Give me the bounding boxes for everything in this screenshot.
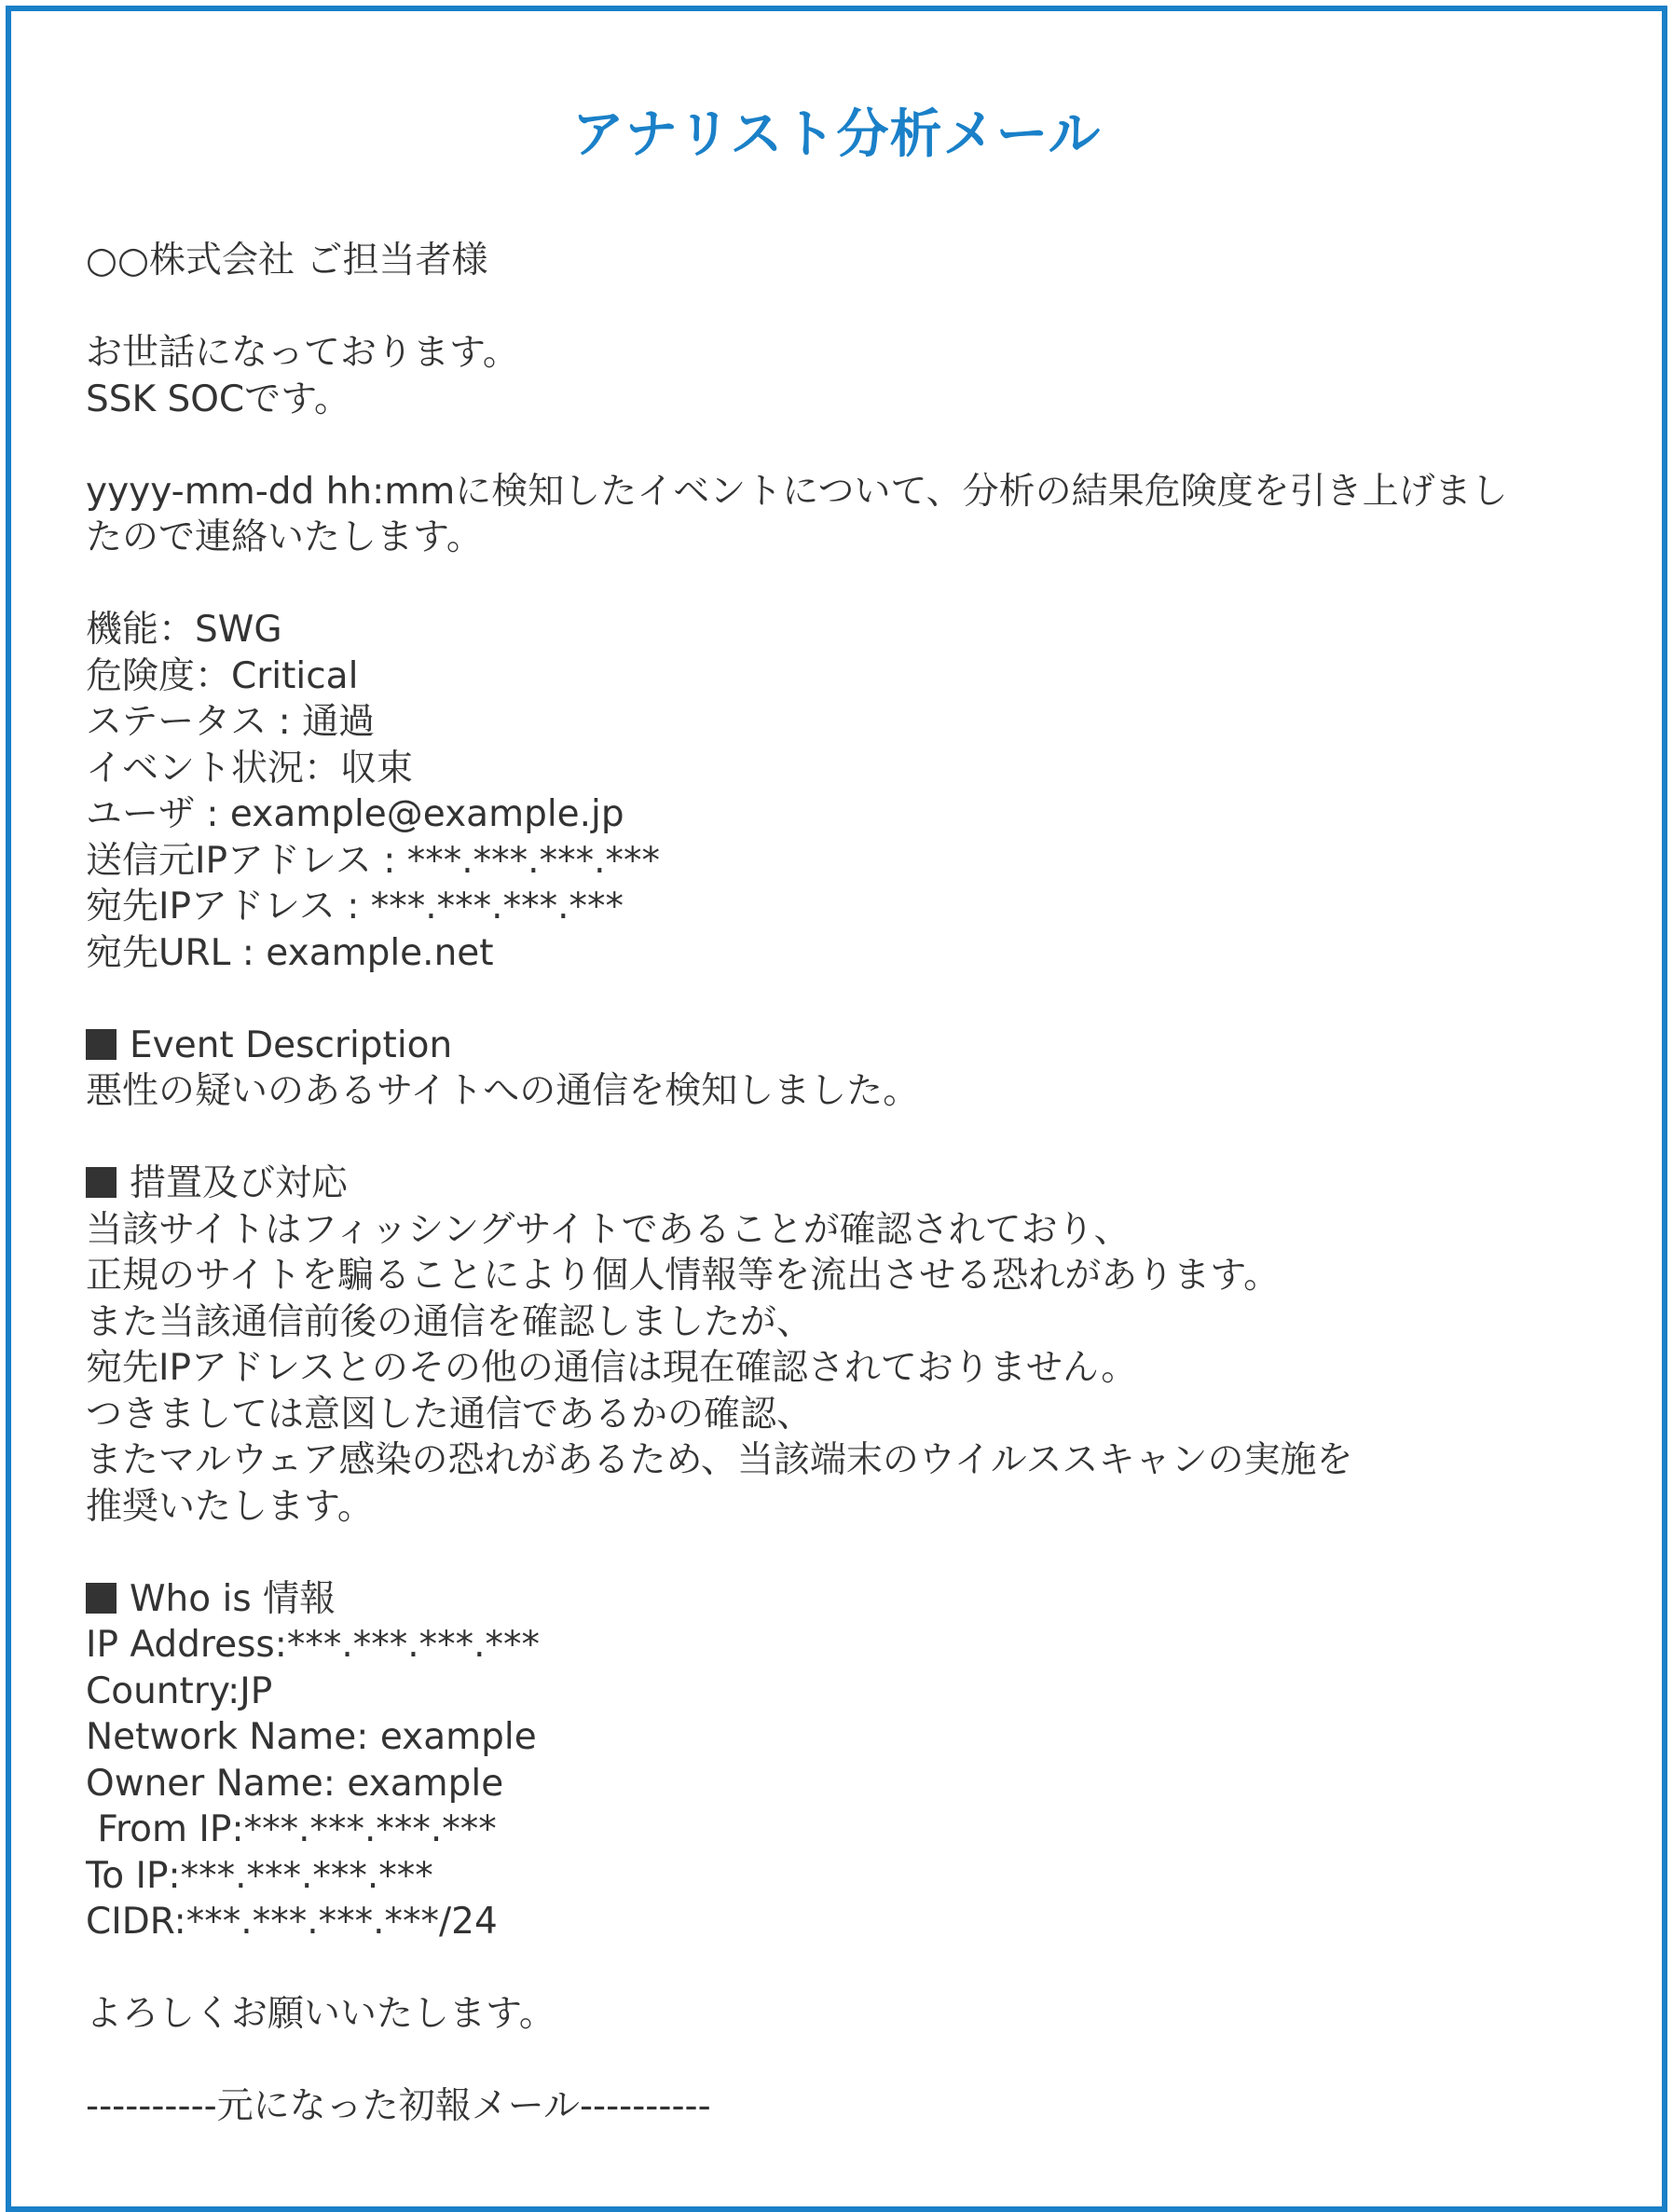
section-heading-measures — [86, 1161, 1596, 1207]
measures-line: また当該通信前後の通信を確認しましたが、 — [86, 1300, 814, 1343]
section-heading-whois — [86, 1576, 1596, 1623]
detail-dest-url: 宛先URL : example.net — [86, 931, 494, 974]
measures-line: 正規のサイトを騙ることにより個人情報等を流出させる恐れがあります。 — [86, 1255, 1281, 1297]
greeting-line: お世話になっております。 — [86, 332, 519, 374]
spacer — [86, 2038, 1596, 2084]
whois-line: Owner Name: example — [86, 1762, 504, 1805]
whois-heading: Who is 情報 — [130, 1577, 336, 1620]
spacer — [86, 1115, 1596, 1161]
spacer — [86, 422, 1596, 469]
intro-line-2: たので連絡いたします。 — [86, 516, 483, 558]
whois-line: To IP:***.***.***.*** — [86, 1854, 433, 1897]
detail-status: ステータス : 通過 — [86, 701, 376, 743]
whois-line: IP Address:***.***.***.*** — [86, 1624, 541, 1666]
mail-frame — [6, 6, 1667, 2212]
detail-dest-ip: 宛先IPアドレス : ***.***.***.*** — [86, 886, 624, 927]
whois-line: Network Name: example — [86, 1716, 537, 1758]
spacer — [86, 1530, 1596, 1576]
whois-line: From IP:***.***.***.*** — [86, 1808, 497, 1850]
spacer — [86, 976, 1596, 1023]
detail-severity: 危険度：Critical — [86, 654, 359, 697]
measures-line: 当該サイトはフィッシングサイトであることが確認されており、 — [86, 1208, 1131, 1251]
measures-line: 推奨いたします。 — [86, 1485, 374, 1528]
intro-line-1: yyyy-mm-dd hh:mmに検知したイベントについて、分析の結果危険度を引き上げまし — [86, 470, 1508, 513]
spacer — [86, 284, 1596, 331]
square-bullet-icon — [86, 1167, 117, 1198]
whois-line: Country:JP — [86, 1669, 273, 1712]
measures-line: またマルウェア感染の恐れがあるため、当該端末のウイルススキャンの実施を — [86, 1439, 1353, 1481]
measures-line: つきましては意図した通信であるかの確認、 — [86, 1393, 814, 1436]
event-description-text: 悪性の疑いのあるサイトへの通信を検知しました。 — [86, 1070, 920, 1112]
square-bullet-icon — [86, 1029, 117, 1060]
detail-function: 機能：SWG — [86, 609, 282, 651]
square-bullet-icon — [86, 1583, 117, 1614]
measures-heading: 措置及び対応 — [130, 1162, 349, 1204]
detail-user: ユーザ : example@example.jp — [86, 793, 624, 835]
sender-line: SSK SOCです。 — [86, 378, 351, 420]
detail-source-ip: 送信元IPアドレス : ***.***.***.*** — [86, 839, 660, 882]
recipient-line: ○○株式会社 ご担当者様 — [86, 240, 488, 282]
closing-line: よろしくお願いいたします。 — [86, 1993, 555, 2035]
original-mail-separator: ----------元になった初報メール---------- — [86, 2085, 711, 2127]
page-title: アナリスト分析メール — [571, 104, 1102, 165]
section-heading-event-description — [86, 1023, 1596, 1069]
detail-event-state: イベント状況：収束 — [86, 747, 414, 790]
spacer — [86, 1945, 1596, 1992]
measures-line: 宛先IPアドレスとのその他の通信は現在確認されておりません。 — [86, 1347, 1138, 1389]
spacer — [86, 561, 1596, 608]
whois-line: CIDR:***.***.***.***/24 — [86, 1901, 498, 1943]
event-description-heading: Event Description — [130, 1024, 453, 1066]
mail-body — [86, 238, 1596, 2130]
